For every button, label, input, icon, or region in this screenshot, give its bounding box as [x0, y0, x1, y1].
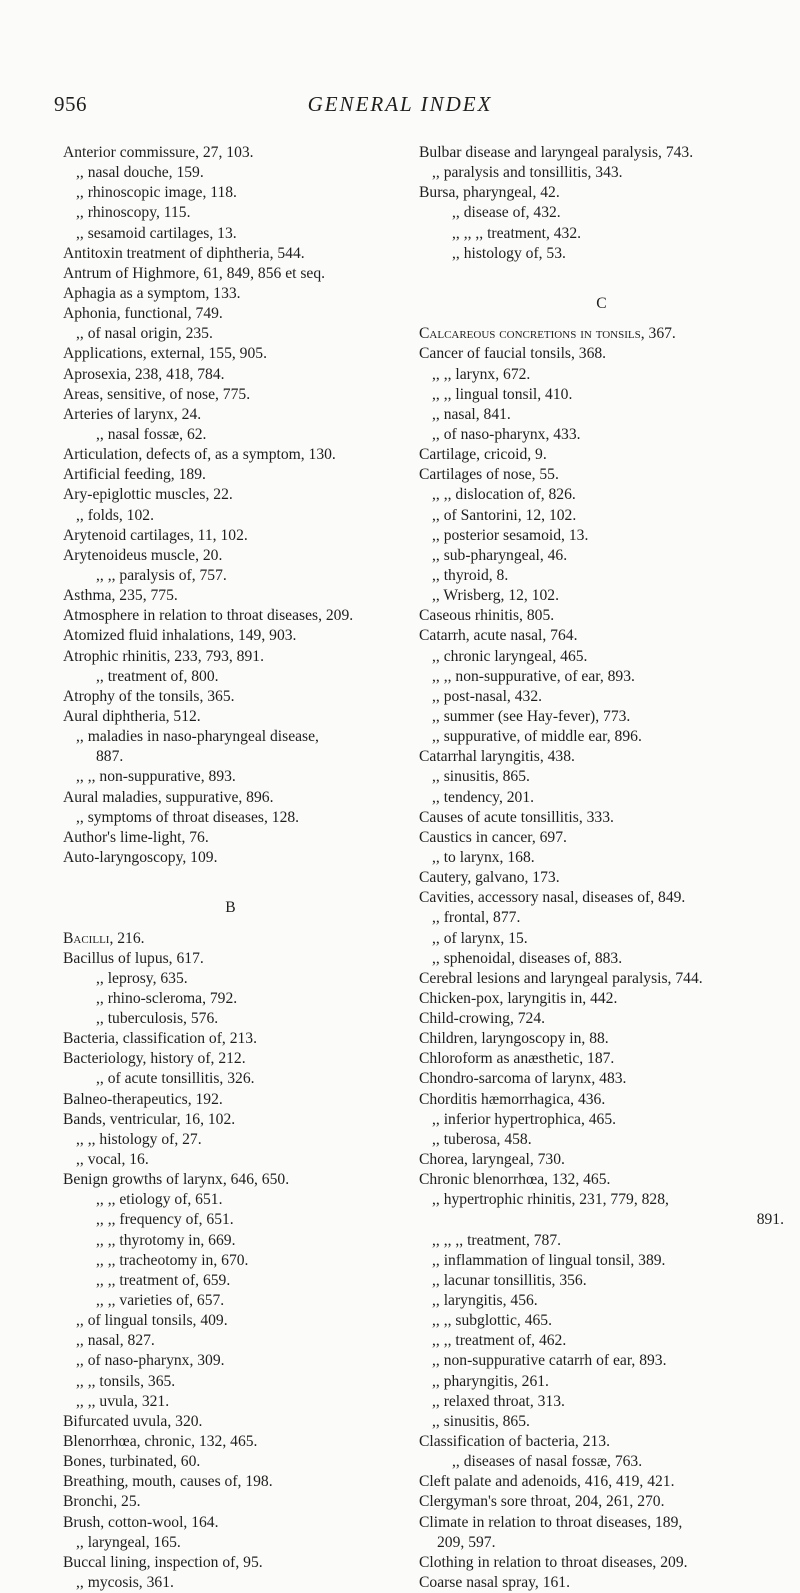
- index-entry: Aphagia as a symptom, 133.: [63, 284, 241, 302]
- index-entry: ,, frontal, 877.: [432, 909, 521, 927]
- index-entry: ,, of larynx, 15.: [432, 929, 528, 947]
- index-entry: Caseous rhinitis, 805.: [419, 607, 555, 625]
- index-entry: ,, lacunar tonsillitis, 356.: [432, 1271, 587, 1289]
- index-entry: Asthma, 235, 775.: [63, 587, 178, 605]
- index-entry: Areas, sensitive, of nose, 775.: [63, 385, 251, 403]
- index-entry: ,, ,, treatment of, 462.: [432, 1332, 567, 1350]
- index-entry: Arytenoideus muscle, 20.: [63, 546, 223, 564]
- index-entry: Cartilage, cricoid, 9.: [419, 446, 547, 464]
- index-entry: ,, ,, etiology of, 651.: [96, 1191, 223, 1209]
- index-entry: ,, of naso-pharynx, 433.: [432, 425, 581, 443]
- index-entry: 209, 597.: [437, 1533, 496, 1551]
- index-entry: Antitoxin treatment of diphtheria, 544.: [63, 244, 305, 262]
- index-entry: ,, to larynx, 168.: [432, 848, 535, 866]
- index-entry: ,, ,, lingual tonsil, 410.: [432, 385, 573, 403]
- index-entry: ,, non-suppurative catarrh of ear, 893.: [432, 1352, 667, 1370]
- index-entry: Cancer of faucial tonsils, 368.: [419, 345, 607, 363]
- index-entry: ,, inferior hypertrophica, 465.: [432, 1110, 617, 1128]
- index-entry: ,, sub-pharyngeal, 46.: [432, 546, 568, 564]
- index-entry: Catarrhal laryngitis, 438.: [419, 748, 575, 766]
- index-entry: ,, diseases of nasal fossæ, 763.: [452, 1453, 643, 1471]
- index-entry: Coarse nasal spray, 161.: [419, 1574, 570, 1591]
- index-entry: ,, nasal douche, 159.: [76, 164, 204, 182]
- index-entry: ,, ,, treatment of, 659.: [96, 1271, 231, 1289]
- index-entry: ,, posterior sesamoid, 13.: [432, 526, 589, 544]
- index-entry: ,, of naso-pharynx, 309.: [76, 1352, 225, 1370]
- index-entry: ,, Wrisberg, 12, 102.: [432, 587, 560, 605]
- index-entry: ,, laryngitis, 456.: [432, 1292, 538, 1310]
- page-header: [0, 92, 800, 122]
- index-entry: ,, thyroid, 8.: [432, 566, 509, 584]
- page-number: 956: [54, 92, 87, 116]
- index-entry: Applications, external, 155, 905.: [63, 345, 267, 363]
- index-entry: ,, sinusitis, 865.: [432, 1412, 530, 1430]
- index-column-left: [63, 143, 398, 1593]
- index-entry: ,, of nasal origin, 235.: [76, 325, 213, 343]
- index-entry: Auto-laryngoscopy, 109.: [63, 848, 218, 866]
- index-entry: ,, nasal fossæ, 62.: [96, 425, 207, 443]
- index-entry: Aural maladies, suppurative, 896.: [63, 788, 274, 806]
- index-entry: Caustics in cancer, 697.: [419, 828, 567, 846]
- index-entry: Climate in relation to throat diseases, 189,: [419, 1513, 683, 1531]
- index-entry: ,, ,, thyrotomy in, 669.: [96, 1231, 236, 1249]
- index-entry: Causes of acute tonsillitis, 333.: [419, 808, 614, 826]
- index-entry: Atrophic rhinitis, 233, 793, 891.: [63, 647, 264, 665]
- index-entry: ,, vocal, 16.: [76, 1151, 149, 1169]
- index-entry: Brush, cotton-wool, 164.: [63, 1513, 219, 1531]
- index-entry: Anterior commissure, 27, 103.: [63, 144, 254, 161]
- index-entry: ,, inflammation of lingual tonsil, 389.: [432, 1251, 666, 1269]
- index-entry: Calcareous concretions in tonsils, 367.: [419, 325, 676, 343]
- index-entry: Aphonia, functional, 749.: [63, 305, 223, 323]
- index-entry: Author's lime-light, 76.: [63, 828, 209, 846]
- section-letter: C: [596, 294, 607, 312]
- index-entry: 891.: [756, 1211, 784, 1229]
- index-entry: ,, ,, larynx, 672.: [432, 365, 531, 383]
- index-entry: ,, tuberculosis, 576.: [96, 1010, 219, 1028]
- index-entry: ,, mycosis, 361.: [76, 1574, 174, 1591]
- index-entry: ,, suppurative, of middle ear, 896.: [432, 728, 642, 746]
- running-head: GENERAL INDEX: [307, 92, 493, 116]
- index-entry: ,, pharyngitis, 261.: [432, 1372, 549, 1390]
- index-entry: Buccal lining, inspection of, 95.: [63, 1553, 263, 1571]
- index-entry: Atrophy of the tonsils, 365.: [63, 687, 235, 705]
- index-entry: Bacteria, classification of, 213.: [63, 1030, 257, 1048]
- index-entry: ,, ,, non-suppurative, of ear, 893.: [432, 667, 635, 685]
- index-entry: ,, histology of, 53.: [452, 244, 566, 262]
- index-entry: ,, hypertrophic rhinitis, 231, 779, 828,: [432, 1191, 669, 1209]
- index-entry: Chondro-sarcoma of larynx, 483.: [419, 1070, 627, 1088]
- index-entry: Bronchi, 25.: [63, 1493, 141, 1511]
- index-entry: ,, ,, histology of, 27.: [76, 1130, 202, 1148]
- index-entry: Chronic blenorrhœa, 132, 465.: [419, 1171, 611, 1189]
- section-gap: [419, 264, 784, 284]
- index-entry: Cerebral lesions and laryngeal paralysis, 744.: [419, 969, 703, 987]
- index-entry: ,, ,, uvula, 321.: [76, 1392, 170, 1410]
- index-entry: ,, chronic laryngeal, 465.: [432, 647, 588, 665]
- index-entry: ,, ,, frequency of, 651.: [96, 1211, 234, 1229]
- index-entry: Catarrh, acute nasal, 764.: [419, 627, 578, 645]
- index-entry: ,, rhinoscopy, 115.: [76, 204, 191, 222]
- index-entry: Articulation, defects of, as a symptom, 130.: [63, 446, 336, 464]
- index-entry: ,, of Santorini, 12, 102.: [432, 506, 577, 524]
- index-entry: ,, sesamoid cartilages, 13.: [76, 224, 237, 242]
- index-entry: Clergyman's sore throat, 204, 261, 270.: [419, 1493, 665, 1511]
- index-entry: Breathing, mouth, causes of, 198.: [63, 1473, 273, 1491]
- index-entry: ,, leprosy, 635.: [96, 969, 188, 987]
- index-entry: Aural diphtheria, 512.: [63, 707, 201, 725]
- index-entry: ,, nasal, 841.: [432, 405, 511, 423]
- index-entry: Bacillus of lupus, 617.: [63, 949, 204, 967]
- index-entry: Benign growths of larynx, 646, 650.: [63, 1171, 290, 1189]
- index-entry: Cartilages of nose, 55.: [419, 466, 559, 484]
- index-entry: ,, symptoms of throat diseases, 128.: [76, 808, 300, 826]
- index-entry: ,, ,, paralysis of, 757.: [96, 566, 227, 584]
- index-entry: ,, rhino-scleroma, 792.: [96, 989, 238, 1007]
- index-entry: Arteries of larynx, 24.: [63, 405, 202, 423]
- index-entry: Blenorrhœa, chronic, 132, 465.: [63, 1433, 258, 1451]
- index-entry: ,, paralysis and tonsillitis, 343.: [432, 164, 623, 182]
- index-entry: Chorditis hæmorrhagica, 436.: [419, 1090, 606, 1108]
- index-entry: ,, rhinoscopic image, 118.: [76, 184, 237, 202]
- index-entry: Bacteriology, history of, 212.: [63, 1050, 246, 1068]
- index-entry: ,, nasal, 827.: [76, 1332, 155, 1350]
- index-entry: Chorea, laryngeal, 730.: [419, 1151, 565, 1169]
- index-entry: Atomized fluid inhalations, 149, 903.: [63, 627, 297, 645]
- index-entry: Aprosexia, 238, 418, 784.: [63, 365, 225, 383]
- index-entry: Ary-epiglottic muscles, 22.: [63, 486, 233, 504]
- index-entry: ,, ,, tonsils, 365.: [76, 1372, 176, 1390]
- section-letter: B: [225, 899, 236, 917]
- index-entry: ,, treatment of, 800.: [96, 667, 219, 685]
- index-entry: Chloroform as anæsthetic, 187.: [419, 1050, 615, 1068]
- index-entry: ,, maladies in naso-pharyngeal disease,: [76, 728, 319, 746]
- index-entry: ,, ,, non-suppurative, 893.: [76, 768, 236, 786]
- index-entry: Children, laryngoscopy in, 88.: [419, 1030, 609, 1048]
- index-entry: ,, relaxed throat, 313.: [432, 1392, 565, 1410]
- index-entry: Arytenoid cartilages, 11, 102.: [63, 526, 248, 544]
- index-entry: ,, ,, ,, treatment, 432.: [452, 224, 582, 242]
- index-entry: Balneo-therapeutics, 192.: [63, 1090, 223, 1108]
- index-entry: Atmosphere in relation to throat diseases, 209.: [63, 607, 354, 625]
- index-entry: Antrum of Highmore, 61, 849, 856 et seq.: [63, 264, 326, 282]
- index-entry: ,, ,, tracheotomy in, 670.: [96, 1251, 249, 1269]
- index-entry: ,, ,, varieties of, 657.: [96, 1292, 225, 1310]
- index-entry: Clothing in relation to throat diseases, 209.: [419, 1553, 688, 1571]
- index-entry: Bands, ventricular, 16, 102.: [63, 1110, 236, 1128]
- index-entry: ,, sphenoidal, diseases of, 883.: [432, 949, 623, 967]
- index-entry: Classification of bacteria, 213.: [419, 1433, 610, 1451]
- index-entry: Artificial feeding, 189.: [63, 466, 206, 484]
- index-entry: Chicken-pox, laryngitis in, 442.: [419, 989, 618, 1007]
- index-entry: ,, sinusitis, 865.: [432, 768, 530, 786]
- index-entry: 887.: [96, 748, 124, 766]
- index-entry: ,, laryngeal, 165.: [76, 1533, 181, 1551]
- index-entry: Bones, turbinated, 60.: [63, 1453, 201, 1471]
- index-entry: Child-crowing, 724.: [419, 1010, 546, 1028]
- index-entry: ,, of acute tonsillitis, 326.: [96, 1070, 255, 1088]
- index-entry: Bacilli, 216.: [63, 929, 145, 947]
- index-entry: ,, tuberosa, 458.: [432, 1130, 532, 1148]
- index-column-right: [419, 143, 784, 1593]
- index-entry: Bifurcated uvula, 320.: [63, 1412, 203, 1430]
- index-entry: ,, ,, dislocation of, 826.: [432, 486, 576, 504]
- index-entry: ,, ,, ,, treatment, 787.: [432, 1231, 562, 1249]
- index-entry: ,, of lingual tonsils, 409.: [76, 1312, 228, 1330]
- index-entry: ,, summer (see Hay-fever), 773.: [432, 707, 631, 725]
- index-entry: Cautery, galvano, 173.: [419, 869, 560, 887]
- index-entry: ,, disease of, 432.: [452, 204, 561, 222]
- index-entry: Bulbar disease and laryngeal paralysis, 743.: [419, 144, 694, 161]
- index-entry: Bursa, pharyngeal, 42.: [419, 184, 560, 202]
- index-entry: ,, folds, 102.: [76, 506, 154, 524]
- index-entry: Cavities, accessory nasal, diseases of, 849.: [419, 889, 686, 907]
- index-entry: ,, ,, subglottic, 465.: [432, 1312, 552, 1330]
- index-entry: ,, post-nasal, 432.: [432, 687, 543, 705]
- section-gap: [63, 868, 398, 888]
- index-entry: ,, tendency, 201.: [432, 788, 535, 806]
- index-entry: Cleft palate and adenoids, 416, 419, 421.: [419, 1473, 675, 1491]
